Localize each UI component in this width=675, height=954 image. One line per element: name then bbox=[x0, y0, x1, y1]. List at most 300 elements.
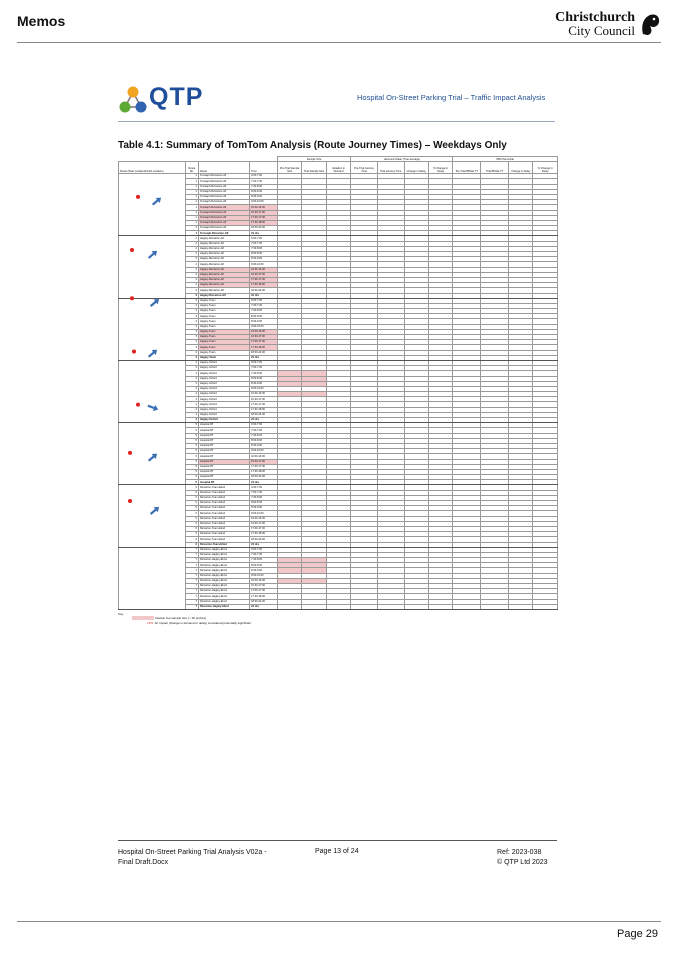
cell-route-no: 2 bbox=[185, 293, 198, 298]
cell-route: Riccarton-Tuam-Elmd bbox=[199, 506, 250, 511]
cell-value bbox=[533, 604, 558, 609]
group-header-sample: Sample Size bbox=[277, 157, 350, 162]
cell-time: 17:00-17:30 bbox=[250, 215, 278, 220]
cell-time: 0:00-7:00 bbox=[250, 360, 278, 365]
cell-time: 17:00-17:30 bbox=[250, 526, 278, 531]
route-maps bbox=[118, 174, 178, 874]
cell-time: 16:30-17:00 bbox=[250, 335, 278, 340]
cell-route-no: 6 bbox=[185, 501, 198, 506]
col-trial-85: Trial 85%ile TT bbox=[481, 162, 509, 174]
cell-time: 17:00-17:30 bbox=[250, 464, 278, 469]
cell-route: Hospital RT bbox=[199, 433, 250, 438]
council-logo bbox=[555, 11, 661, 37]
cell-route-no: 4 bbox=[185, 402, 198, 407]
cell-route-no: 6 bbox=[185, 506, 198, 511]
cell-route-no: 7 bbox=[185, 547, 198, 552]
cell-route: Hagley-Tuam bbox=[199, 303, 250, 308]
cell-route-no: 5 bbox=[185, 428, 198, 433]
cell-route: Hospital RT bbox=[199, 454, 250, 459]
cell-time: 24 Hrs bbox=[250, 355, 278, 360]
cell-time: 8:30-9:00 bbox=[250, 568, 278, 573]
cell-time: 17:30-18:00 bbox=[250, 345, 278, 350]
cell-route: Hagley-Riccarton-Alf bbox=[199, 293, 250, 298]
table-body bbox=[119, 174, 558, 610]
cell-route: Riccarton-Hagley-Elmd bbox=[199, 589, 250, 594]
group-header-mean: Harmonic Mean (True Average) bbox=[351, 157, 453, 162]
cell-route-no: 4 bbox=[185, 407, 198, 412]
cell-route: Riccarton-Hagley-Elmd bbox=[199, 584, 250, 589]
cell-time: 16:30-17:00 bbox=[250, 584, 278, 589]
cell-route-no: 6 bbox=[185, 532, 198, 537]
cell-route: St Asaph-Riccarton-Alf bbox=[199, 220, 250, 225]
cell-route: St Asaph-Riccarton-Alf bbox=[199, 184, 250, 189]
cell-route: Hagley-Oxford bbox=[199, 402, 250, 407]
cell-route-no: 6 bbox=[185, 495, 198, 500]
cell-time: 17:30-18:00 bbox=[250, 220, 278, 225]
cell-route: Hagley-Riccarton-Alf bbox=[199, 277, 250, 282]
cell-route-no: 7 bbox=[185, 584, 198, 589]
cell-time: 18:00-24:00 bbox=[250, 412, 278, 417]
cell-time: 8:30-9:00 bbox=[250, 381, 278, 386]
cell-time: 17:00-17:30 bbox=[250, 340, 278, 345]
cell-route-no: 2 bbox=[185, 257, 198, 262]
cell-route-no: 3 bbox=[185, 298, 198, 303]
table-total-row bbox=[119, 604, 558, 609]
cell-time: 0:00-7:00 bbox=[250, 236, 278, 241]
cell-route-no: 1 bbox=[185, 226, 198, 231]
cell-route-no: 5 bbox=[185, 423, 198, 428]
cell-route-no: 7 bbox=[185, 573, 198, 578]
cell-route: St Asaph-Riccarton-Alf bbox=[199, 194, 250, 199]
map-direction-arrow-icon bbox=[151, 195, 164, 207]
footer-page-of: Page 13 of 24 bbox=[315, 848, 359, 855]
cell-route-no: 7 bbox=[185, 599, 198, 604]
cell-route-no: 2 bbox=[185, 241, 198, 246]
cell-time: 16:00-16:30 bbox=[250, 454, 278, 459]
cell-time: 16:00-16:30 bbox=[250, 578, 278, 583]
cell-route-no: 2 bbox=[185, 267, 198, 272]
cell-time: 24 Hrs bbox=[250, 542, 278, 547]
cell-time: 24 Hrs bbox=[250, 293, 278, 298]
map-start-dot-icon bbox=[128, 499, 132, 503]
cell-time: 16:30-17:00 bbox=[250, 521, 278, 526]
cell-route-no: 2 bbox=[185, 288, 198, 293]
cell-time: 18:00-24:00 bbox=[250, 537, 278, 542]
cell-route: Riccarton-Hagley-Elmd bbox=[199, 578, 250, 583]
cell-route: Hagley-Tuam bbox=[199, 298, 250, 303]
cell-time: 18:00-24:00 bbox=[250, 288, 278, 293]
cell-route: Riccarton-Tuam-Elmd bbox=[199, 495, 250, 500]
cell-time: 17:00-17:30 bbox=[250, 402, 278, 407]
cell-time: 18:00-24:00 bbox=[250, 599, 278, 604]
cell-time: 8:30-9:00 bbox=[250, 194, 278, 199]
cell-time: 0:00-7:00 bbox=[250, 298, 278, 303]
cell-route: Riccarton-Tuam-Elmd bbox=[199, 532, 250, 537]
cell-route-no: 6 bbox=[185, 537, 198, 542]
route-map-1 bbox=[136, 195, 163, 207]
cell-route-no: 5 bbox=[185, 443, 198, 448]
cell-route: Hagley-Tuam bbox=[199, 345, 250, 350]
cell-route-no: 1 bbox=[185, 200, 198, 205]
cell-route-no: 7 bbox=[185, 589, 198, 594]
cell-time: 8:30-9:00 bbox=[250, 506, 278, 511]
cell-route: Hagley-Tuam bbox=[199, 355, 250, 360]
cell-route-no: 5 bbox=[185, 454, 198, 459]
cell-time: 18:00-24:00 bbox=[250, 475, 278, 480]
cell-time: 9:00-16:00 bbox=[250, 511, 278, 516]
map-direction-arrow-icon bbox=[147, 402, 160, 412]
cell-route: Hagley-Riccarton-Alf bbox=[199, 283, 250, 288]
cell-time: 16:00-16:30 bbox=[250, 329, 278, 334]
cell-route-no: 4 bbox=[185, 392, 198, 397]
cell-route: Hagley-Riccarton-Alf bbox=[199, 272, 250, 277]
cell-route-no: 3 bbox=[185, 303, 198, 308]
cell-time: 9:00-16:00 bbox=[250, 200, 278, 205]
cell-route-no: 3 bbox=[185, 340, 198, 345]
cell-time: 17:30-18:00 bbox=[250, 407, 278, 412]
cell-route: Hagley-Riccarton-Alf bbox=[199, 236, 250, 241]
cell-time: 7:30-8:00 bbox=[250, 558, 278, 563]
cell-time: 7:00-7:30 bbox=[250, 552, 278, 557]
cell-route: St Asaph-Riccarton-Alf bbox=[199, 179, 250, 184]
map-start-dot-icon bbox=[128, 451, 132, 455]
cell-time: 8:00-8:30 bbox=[250, 563, 278, 568]
cell-route-no: 4 bbox=[185, 371, 198, 376]
cell-route: St Asaph-Riccarton-Alf bbox=[199, 174, 250, 179]
cell-route-no: 7 bbox=[185, 578, 198, 583]
cell-route-no: 5 bbox=[185, 459, 198, 464]
cell-route: St Asaph-Riccarton-Alf bbox=[199, 231, 250, 236]
cell-route: Riccarton-Hagley-Elmd bbox=[199, 594, 250, 599]
cell-route: Riccarton-Hagley-Elmd bbox=[199, 604, 250, 609]
cell-time: 8:30-9:00 bbox=[250, 257, 278, 262]
cell-time: 16:30-17:00 bbox=[250, 397, 278, 402]
cell-route-no: 6 bbox=[185, 521, 198, 526]
cell-route: Hagley-Riccarton-Alf bbox=[199, 288, 250, 293]
cell-time: 7:30-8:00 bbox=[250, 371, 278, 376]
cell-route: Riccarton-Hagley-Elmd bbox=[199, 573, 250, 578]
cell-time: 17:00-17:30 bbox=[250, 589, 278, 594]
cell-time: 7:30-8:00 bbox=[250, 309, 278, 314]
cell-time: 8:30-9:00 bbox=[250, 319, 278, 324]
cell-route-no: 5 bbox=[185, 480, 198, 485]
cell-time: 7:00-7:30 bbox=[250, 241, 278, 246]
map-start-dot-icon bbox=[130, 248, 134, 252]
cell-route: Hagley-Tuam bbox=[199, 329, 250, 334]
cell-route-no: 6 bbox=[185, 526, 198, 531]
cell-route: St Asaph-Riccarton-Alf bbox=[199, 200, 250, 205]
memos-label: Memos bbox=[17, 13, 66, 29]
cell-route: Hagley-Oxford bbox=[199, 366, 250, 371]
cell-value bbox=[377, 604, 404, 609]
cell-time: 8:00-8:30 bbox=[250, 376, 278, 381]
cell-time: 9:00-16:00 bbox=[250, 573, 278, 578]
map-start-dot-icon bbox=[130, 296, 134, 300]
cell-time: 7:30-8:00 bbox=[250, 184, 278, 189]
cell-route: St Asaph-Riccarton-Alf bbox=[199, 226, 250, 231]
map-direction-arrow-icon bbox=[149, 504, 162, 516]
cell-route: Hagley-Riccarton-Alf bbox=[199, 252, 250, 257]
cell-route: Riccarton-Hagley-Elmd bbox=[199, 552, 250, 557]
cell-value bbox=[302, 604, 326, 609]
cell-route: Hagley-Oxford bbox=[199, 360, 250, 365]
cell-time: 17:00-17:30 bbox=[250, 277, 278, 282]
cell-time: 8:30-9:00 bbox=[250, 443, 278, 448]
cell-route-no: 2 bbox=[185, 236, 198, 241]
cell-route: Hagley-Tuam bbox=[199, 314, 250, 319]
col-pre-85: Pre-Trial 85%ile TT bbox=[453, 162, 481, 174]
cell-time: 7:30-8:00 bbox=[250, 495, 278, 500]
cell-value bbox=[404, 604, 428, 609]
cell-time: 7:30-8:00 bbox=[250, 433, 278, 438]
cell-value bbox=[326, 604, 350, 609]
cell-route: Hospital RT bbox=[199, 443, 250, 448]
cell-time: 9:00-16:00 bbox=[250, 386, 278, 391]
cell-route-no: 7 bbox=[185, 552, 198, 557]
cell-route-no: 1 bbox=[185, 189, 198, 194]
map-direction-arrow-icon bbox=[149, 296, 162, 308]
cell-route: Hospital RT bbox=[199, 423, 250, 428]
legend-text-low-sample: Caution low sample size (< 30 probes) bbox=[154, 615, 206, 620]
cell-route: Hagley-Tuam bbox=[199, 350, 250, 355]
cell-route: Hagley-Tuam bbox=[199, 319, 250, 324]
cell-route-no: 4 bbox=[185, 397, 198, 402]
legend bbox=[118, 612, 251, 626]
col-pre-jt: Pre-Trial Journey Time bbox=[351, 162, 378, 174]
cell-route: Hagley-Riccarton-Alf bbox=[199, 257, 250, 262]
group-header-85th: 85th Percentile bbox=[453, 157, 558, 162]
cell-time: 8:00-8:30 bbox=[250, 252, 278, 257]
col-trial-sample: Trial Sample Size bbox=[302, 162, 326, 174]
cell-time: 8:00-8:30 bbox=[250, 189, 278, 194]
cell-route: Riccarton-Tuam-Elmd bbox=[199, 511, 250, 516]
cell-route-no: 5 bbox=[185, 449, 198, 454]
summary-table-container bbox=[118, 156, 558, 610]
cell-time: 17:30-18:00 bbox=[250, 594, 278, 599]
cell-route-no: 6 bbox=[185, 490, 198, 495]
cell-route: Hagley-Oxford bbox=[199, 381, 250, 386]
cell-route-no: 3 bbox=[185, 329, 198, 334]
legend-key-label: Key: bbox=[118, 611, 125, 616]
cell-route: Riccarton-Hagley-Elmd bbox=[199, 599, 250, 604]
cell-route-no: 4 bbox=[185, 386, 198, 391]
cell-route: Hagley-Oxford bbox=[199, 418, 250, 423]
col-trial-jt: Trial Journey Time bbox=[377, 162, 404, 174]
header-rule bbox=[17, 42, 661, 43]
cell-route: Hagley-Tuam bbox=[199, 340, 250, 345]
cell-route-no: 1 bbox=[185, 184, 198, 189]
col-variation: Variation in Demand bbox=[326, 162, 350, 174]
map-direction-arrow-icon bbox=[147, 248, 160, 260]
cell-time: 8:00-8:30 bbox=[250, 438, 278, 443]
cell-time: 7:00-7:30 bbox=[250, 303, 278, 308]
cell-route: Hagley-Oxford bbox=[199, 412, 250, 417]
cell-route: Riccarton-Tuam-Elmd bbox=[199, 521, 250, 526]
cell-route: Riccarton-Hagley-Elmd bbox=[199, 558, 250, 563]
cell-route-no: 7 bbox=[185, 558, 198, 563]
col-route: Route bbox=[199, 162, 250, 174]
cell-time: 7:30-8:00 bbox=[250, 246, 278, 251]
col-pre-sample: Pre-Trial Sample Size bbox=[277, 162, 301, 174]
cell-route-no: 1 bbox=[185, 205, 198, 210]
cell-route-no: 6 bbox=[185, 511, 198, 516]
cell-time: 0:00-7:00 bbox=[250, 547, 278, 552]
cell-route-no: 3 bbox=[185, 314, 198, 319]
cell-route: Hagley-Riccarton-Alf bbox=[199, 246, 250, 251]
footer-filename bbox=[118, 848, 267, 868]
route-map-6 bbox=[128, 451, 159, 463]
cell-time: 24 Hrs bbox=[250, 418, 278, 423]
cell-route: Riccarton-Tuam-Elmd bbox=[199, 537, 250, 542]
cell-route-no: 5 bbox=[185, 438, 198, 443]
cell-route: Hagley-Oxford bbox=[199, 392, 250, 397]
cell-time: 8:00-8:30 bbox=[250, 501, 278, 506]
cell-route-no: 7 bbox=[185, 568, 198, 573]
cell-time: 0:00-7:00 bbox=[250, 485, 278, 490]
cell-route: Hospital RT bbox=[199, 459, 250, 464]
cell-time: 9:00-16:00 bbox=[250, 449, 278, 454]
cell-value bbox=[481, 604, 509, 609]
document-header: Hospital On-Street Parking Trial – Traffic Impact Analysis bbox=[357, 93, 546, 102]
col-route-no: Route No. bbox=[185, 162, 198, 174]
cell-route: Riccarton-Tuam-Elmd bbox=[199, 490, 250, 495]
cell-route: Hagley-Oxford bbox=[199, 397, 250, 402]
col-time: Time bbox=[250, 162, 278, 174]
cell-route-no: 3 bbox=[185, 345, 198, 350]
cell-route-no: 4 bbox=[185, 381, 198, 386]
cell-route-no: 4 bbox=[185, 418, 198, 423]
cell-route: Hagley-Oxford bbox=[199, 376, 250, 381]
cell-route: Hospital RT bbox=[199, 428, 250, 433]
map-direction-arrow-icon bbox=[147, 451, 160, 463]
col-change-delay: Change in Delay bbox=[404, 162, 428, 174]
cell-route: Hagley-Tuam bbox=[199, 324, 250, 329]
cell-route: Hospital RT bbox=[199, 438, 250, 443]
cell-route-no: 7 bbox=[185, 563, 198, 568]
cell-time: 0:00-7:00 bbox=[250, 423, 278, 428]
cell-route-no: 6 bbox=[185, 516, 198, 521]
council-bird-icon bbox=[639, 12, 661, 36]
cell-route-no: 2 bbox=[185, 246, 198, 251]
route-map-4 bbox=[132, 347, 159, 359]
cell-route-no: 1 bbox=[185, 220, 198, 225]
cell-route-no: 5 bbox=[185, 469, 198, 474]
cell-route-no: 4 bbox=[185, 376, 198, 381]
cell-route-no: 1 bbox=[185, 174, 198, 179]
cell-route-no: 3 bbox=[185, 350, 198, 355]
cell-route: Riccarton-Tuam-Elmd bbox=[199, 542, 250, 547]
cell-route: Hospital RT bbox=[199, 469, 250, 474]
cell-route-no: 1 bbox=[185, 210, 198, 215]
route-map-7 bbox=[128, 499, 161, 516]
cell-time: 16:30-17:00 bbox=[250, 272, 278, 277]
cell-route: Hospital RT bbox=[199, 475, 250, 480]
cell-route: Riccarton-Tuam-Elmd bbox=[199, 526, 250, 531]
cell-route-no: 2 bbox=[185, 283, 198, 288]
footer-ref bbox=[497, 848, 548, 868]
cell-route-no: 3 bbox=[185, 335, 198, 340]
cell-time: 16:00-16:30 bbox=[250, 205, 278, 210]
cell-time: 17:30-18:00 bbox=[250, 283, 278, 288]
cell-route-no: 1 bbox=[185, 231, 198, 236]
cell-route: St Asaph-Riccarton-Alf bbox=[199, 205, 250, 210]
cell-time: 7:00-7:30 bbox=[250, 490, 278, 495]
cell-route: Hagley-Riccarton-Alf bbox=[199, 262, 250, 267]
cell-route: Hagley-Oxford bbox=[199, 407, 250, 412]
cell-route-no: 7 bbox=[185, 604, 198, 609]
cell-route: Hospital RT bbox=[199, 449, 250, 454]
cell-time: 0:00-7:00 bbox=[250, 174, 278, 179]
page-number: Page 29 bbox=[617, 928, 658, 940]
footer-filename-line2: Final Draft.Docx bbox=[118, 859, 169, 866]
cell-value bbox=[277, 604, 301, 609]
cell-route-no: 1 bbox=[185, 179, 198, 184]
cell-route-no: 1 bbox=[185, 194, 198, 199]
cell-route-no: 7 bbox=[185, 594, 198, 599]
cell-route: Hospital RT bbox=[199, 464, 250, 469]
table-title: Table 4.1: Summary of TomTom Analysis (Route Journey Times) – Weekdays Only bbox=[118, 140, 507, 151]
cell-route-no: 2 bbox=[185, 277, 198, 282]
footer-rule bbox=[118, 840, 557, 841]
cell-time: 16:30-17:00 bbox=[250, 459, 278, 464]
cell-route-no: 3 bbox=[185, 319, 198, 324]
cell-time: 16:00-16:30 bbox=[250, 267, 278, 272]
cell-route-no: 1 bbox=[185, 215, 198, 220]
route-map-3 bbox=[130, 296, 161, 308]
cell-time: 16:30-17:00 bbox=[250, 210, 278, 215]
col-pct-change: % Change in Delay bbox=[428, 162, 452, 174]
cell-value bbox=[508, 604, 532, 609]
cell-route-no: 3 bbox=[185, 324, 198, 329]
cell-value bbox=[453, 604, 481, 609]
summary-table bbox=[118, 156, 558, 610]
legend-marker: +5% bbox=[146, 621, 153, 626]
cell-time: 9:00-16:00 bbox=[250, 262, 278, 267]
route-map-5 bbox=[136, 402, 159, 412]
legend-item-significant bbox=[132, 621, 251, 626]
cell-time: 17:30-18:00 bbox=[250, 469, 278, 474]
cell-value bbox=[351, 604, 378, 609]
cell-route: St Asaph-Riccarton-Alf bbox=[199, 189, 250, 194]
cell-route: Hagley-Riccarton-Alf bbox=[199, 241, 250, 246]
cell-time: 24 Hrs bbox=[250, 604, 278, 609]
cell-route: Riccarton-Hagley-Elmd bbox=[199, 563, 250, 568]
cell-route: Hagley-Tuam bbox=[199, 309, 250, 314]
map-direction-arrow-icon bbox=[147, 347, 160, 359]
cell-time: 7:00-7:30 bbox=[250, 179, 278, 184]
council-name-line1: Christchurch bbox=[555, 10, 635, 25]
document-header-rule bbox=[118, 121, 555, 122]
qtp-logo-text: QTP bbox=[149, 83, 204, 111]
cell-route: Riccarton-Tuam-Elmd bbox=[199, 501, 250, 506]
cell-route-no: 3 bbox=[185, 355, 198, 360]
footer-ref-number: Ref: 2023-038 bbox=[497, 849, 542, 856]
cell-time: 17:30-18:00 bbox=[250, 532, 278, 537]
column-header-row bbox=[119, 162, 558, 174]
cell-route-no: 2 bbox=[185, 252, 198, 257]
cell-time: 18:00-24:00 bbox=[250, 350, 278, 355]
cell-time: 18:00-24:00 bbox=[250, 226, 278, 231]
cell-route: Riccarton-Hagley-Elmd bbox=[199, 568, 250, 573]
legend-swatch-pink bbox=[132, 616, 154, 620]
cell-route: Hagley-Riccarton-Alf bbox=[199, 267, 250, 272]
footer-copyright: © QTP Ltd 2023 bbox=[497, 859, 548, 866]
page-footer-rule bbox=[17, 921, 661, 922]
cell-time: 16:00-16:30 bbox=[250, 516, 278, 521]
col-pct-change-85: % Change in Delay bbox=[533, 162, 558, 174]
cell-time: 24 Hrs bbox=[250, 231, 278, 236]
map-start-dot-icon bbox=[136, 195, 140, 199]
